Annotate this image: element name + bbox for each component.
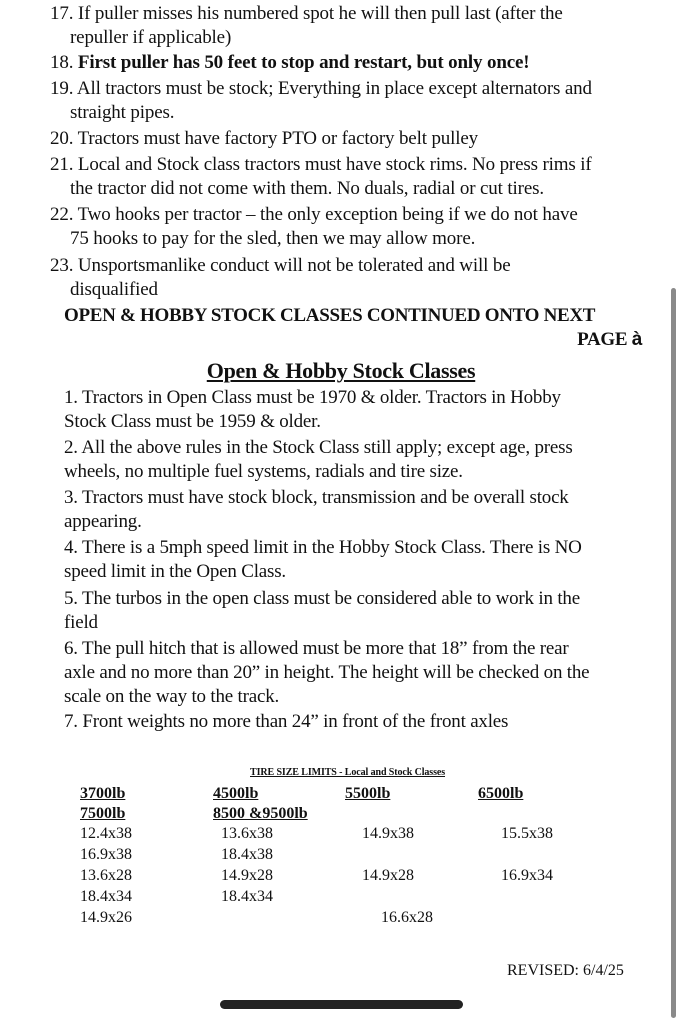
rule-22 bbox=[50, 203, 650, 251]
tire-cell: 18.4x38 bbox=[221, 846, 273, 863]
rule-20 bbox=[50, 127, 650, 151]
rule-line: 3. Tractors must have stock block, transmission and be overall stock bbox=[64, 487, 569, 508]
rule-number: 20. bbox=[50, 128, 74, 149]
open-hobby-rule-7 bbox=[64, 710, 654, 734]
open-hobby-rule-5 bbox=[64, 587, 654, 635]
rule-number: 17. bbox=[50, 3, 74, 24]
rule-number: 22. bbox=[50, 204, 74, 225]
open-hobby-rule-3 bbox=[64, 486, 654, 534]
rule-text-continued: 75 hooks to pay for the sled, then we may allow more. bbox=[70, 228, 476, 249]
revised-date: REVISED: 6/4/25 bbox=[507, 962, 624, 979]
tire-cell: 14.9x26 bbox=[80, 909, 132, 926]
rule-23 bbox=[50, 254, 650, 302]
rule-text: All tractors must be stock; Everything in place except alternators and bbox=[76, 78, 592, 99]
rule-line: 7. Front weights no more than 24” in front of the front axles bbox=[64, 711, 509, 732]
rule-line: axle and no more than 20” in height. The height will be checked on the bbox=[64, 662, 590, 683]
rule-number: 21. bbox=[50, 154, 74, 175]
rule-line: field bbox=[64, 612, 98, 633]
banner-line-2 bbox=[64, 328, 644, 352]
rule-line: speed limit in the Open Class. bbox=[64, 561, 286, 582]
rule-line: 4. There is a 5mph speed limit in the Hobby Stock Class. There is NO bbox=[64, 537, 582, 558]
vertical-scrollbar[interactable] bbox=[671, 288, 676, 1018]
rule-text-continued: the tractor did not come with them. No duals, radial or cut tires. bbox=[70, 178, 544, 199]
tire-cell: 16.9x34 bbox=[501, 867, 553, 884]
rule-text: Local and Stock class tractors must have stock rims. No press rims if bbox=[77, 154, 592, 175]
rule-line: 2. All the above rules in the Stock Class still apply; except age, press bbox=[64, 437, 573, 458]
banner-page-text: PAGE bbox=[577, 329, 628, 350]
banner-line-1: OPEN & HOBBY STOCK CLASSES CONTINUED ONTO NEXT bbox=[64, 305, 596, 326]
rule-line: 1. Tractors in Open Class must be 1970 & older. Tractors in Hobby bbox=[64, 387, 561, 408]
rule-line: wheels, no multiple fuel systems, radials and tire size. bbox=[64, 461, 463, 482]
rule-number: 19. bbox=[50, 78, 74, 99]
tire-header: 6500lb bbox=[478, 785, 524, 802]
tire-header: 8500 &9500lb bbox=[213, 805, 308, 822]
tire-cell: 12.4x38 bbox=[80, 825, 132, 842]
rule-text-continued: repuller if applicable) bbox=[70, 27, 232, 48]
tire-cell: 14.9x38 bbox=[362, 825, 414, 842]
tire-header: 4500lb bbox=[213, 785, 259, 802]
rule-line: scale on the way to the track. bbox=[64, 686, 280, 707]
rule-19 bbox=[50, 77, 650, 125]
tire-cell: 13.6x28 bbox=[80, 867, 132, 884]
open-hobby-rule-1 bbox=[64, 386, 654, 434]
open-hobby-rule-2 bbox=[64, 436, 654, 484]
tire-cell: 15.5x38 bbox=[501, 825, 553, 842]
tire-header: 5500lb bbox=[345, 785, 391, 802]
rule-text: Unsportsmanlike conduct will not be tolerated and will be bbox=[77, 255, 511, 276]
tire-cell: 14.9x28 bbox=[221, 867, 273, 884]
rule-18 bbox=[50, 51, 650, 75]
section-title: Open & Hobby Stock Classes bbox=[206, 358, 476, 383]
tire-cell: 14.9x28 bbox=[362, 867, 414, 884]
rule-line: appearing. bbox=[64, 511, 142, 532]
rule-number: 18. bbox=[50, 52, 74, 73]
rule-17 bbox=[50, 2, 650, 50]
arrow-right-icon: à bbox=[631, 329, 642, 350]
home-indicator[interactable] bbox=[220, 1000, 463, 1009]
rule-text-continued: straight pipes. bbox=[70, 102, 175, 123]
tire-cell: 18.4x34 bbox=[221, 888, 273, 905]
rule-line: 5. The turbos in the open class must be considered able to work in the bbox=[64, 588, 580, 609]
tire-header: 7500lb bbox=[80, 805, 126, 822]
tire-cell: 16.9x38 bbox=[80, 846, 132, 863]
rule-text: Tractors must have factory PTO or factory belt pulley bbox=[77, 128, 479, 149]
tire-header: 3700lb bbox=[80, 785, 126, 802]
continued-banner bbox=[64, 304, 644, 352]
tire-cell: 16.6x28 bbox=[381, 909, 433, 926]
tire-table-title: TIRE SIZE LIMITS - Local and Stock Classes bbox=[250, 767, 446, 778]
tire-cell: 13.6x38 bbox=[221, 825, 273, 842]
rule-line: 6. The pull hitch that is allowed must be more that 18” from the rear bbox=[64, 638, 569, 659]
open-hobby-rule-6 bbox=[64, 637, 654, 709]
rule-text-continued: disqualified bbox=[70, 279, 158, 300]
rule-text-bold: First puller has 50 feet to stop and restart, but only once! bbox=[77, 52, 530, 73]
open-hobby-rule-4 bbox=[64, 536, 654, 584]
rule-line: Stock Class must be 1959 & older. bbox=[64, 411, 321, 432]
rule-text: Two hooks per tractor – the only exception being if we do not have bbox=[77, 204, 578, 225]
tire-cell: 18.4x34 bbox=[80, 888, 132, 905]
rule-text: If puller misses his numbered spot he will then pull last (after the bbox=[77, 3, 563, 24]
rule-21 bbox=[50, 153, 650, 201]
rule-number: 23. bbox=[50, 255, 74, 276]
